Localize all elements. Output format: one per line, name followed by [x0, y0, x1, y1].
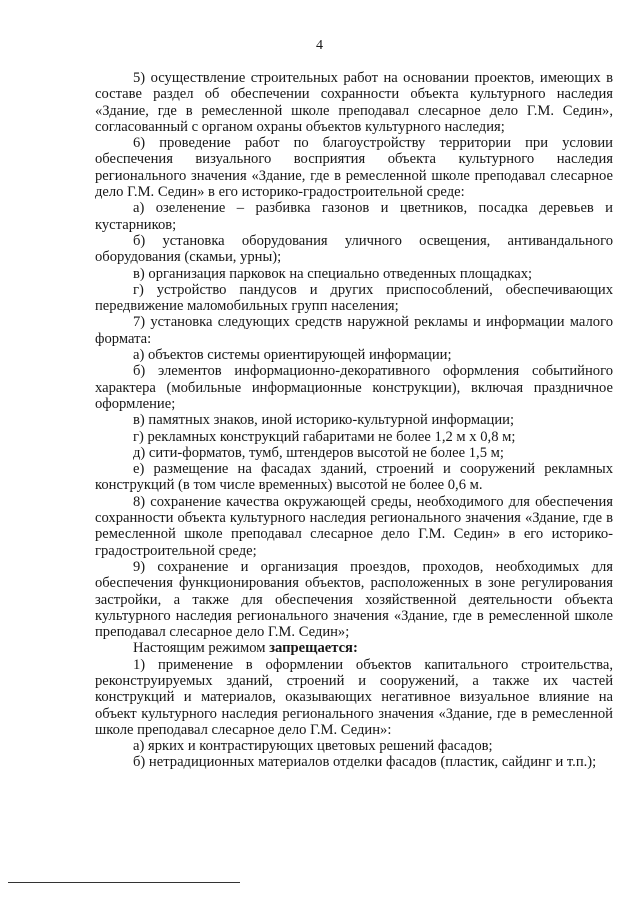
paragraph-item-9: 9) сохранение и организация проездов, проходов, необходимых для обеспечения функционирования объектов, расположенных в зоне регулирования застройки, а также для обеспечения хозяйственной деятельности объекта культурного наследия регионального значения «Здание, где в ремесленной школе преподавал слесарное дело Г.М. Седин»;: [95, 558, 613, 641]
subitem-7g: г) рекламных конструкций габаритами не более 1,2 м х 0,8 м;: [133, 428, 516, 445]
subitem-6a: а) озеленение – разбивка газонов и цветников, посадка деревьев и кустарников;: [95, 200, 613, 233]
paragraph-item-5: 5) осуществление строительных работ на основании проектов, имеющих в составе раздел об обеспечении сохранности объекта культурного наследия «Здание, где в ремесленной школе преподавал слесарное дело Г.М. Седин», согласованный с органом охраны объектов культурного наследия;: [95, 70, 613, 135]
paragraph-item-8: 8) сохранение качества окружающей среды, необходимого для обеспечения сохранности объекта культурного наследия регионального значения «Здание, где в ремесленной школе преподавал слесарное дело Г.М. Седин» в его историко-градостроительной среде;: [95, 493, 613, 559]
regime-prefix: Настоящим режимом: [133, 640, 270, 657]
document-body: [95, 70, 613, 771]
subitem-7v: в) памятных знаков, иной историко-культурной информации;: [133, 412, 515, 429]
footer-divider: [8, 882, 240, 883]
subitem-7d: д) сити-форматов, тумб, штендеров высотой не более 1,5 м;: [133, 444, 504, 461]
prohibited-subitem-a: а) ярких и контрастирующих цветовых решений фасадов;: [133, 738, 493, 755]
subitem-6g: г) устройство пандусов и других приспособлений, обеспечивающих передвижение маломобильных групп населения;: [95, 281, 613, 315]
regime-prohibited-label: запрещается:: [269, 640, 358, 657]
paragraph-item-7: 7) установка следующих средств наружной рекламы и информации малого формата:: [95, 314, 613, 347]
prohibited-item-1: 1) применение в оформлении объектов капитального строительства, реконструируемых зданий, строений и сооружений, а также их частей конструкций и материалов, оказывающих негативное визуальное влияние на объект культурного наследия регионального значения «Здание, где в ремесленной школе преподавал слесарное дело Г.М. Седин»:: [95, 656, 613, 738]
subitem-7b: б) элементов информационно-декоративного оформления событийного характера (мобильные информационные конструкции), включая праздничное оформление;: [95, 363, 613, 412]
subitem-6v: в) организация парковок на специально отведенных площадках;: [133, 265, 533, 282]
paragraph-item-6: 6) проведение работ по благоустройству территории при условии обеспечения визуального восприятия объекта культурного наследия регионального значения «Здание, где в ремесленной школе преподавал слесарное дело Г.М. Седин» в его историко-градостроительной среде:: [95, 135, 613, 201]
subitem-6b: б) установка оборудования уличного освещения, антивандального оборудования (скамьи, урны);: [95, 232, 613, 266]
subitem-7a: а) объектов системы ориентирующей информации;: [133, 347, 452, 364]
regime-heading: [95, 640, 613, 656]
prohibited-subitem-b: б) нетрадиционных материалов отделки фасадов (пластик, сайдинг и т.п.);: [133, 754, 597, 771]
subitem-7e: е) размещение на фасадах зданий, строений и сооружений рекламных конструкций (в том числе временных) высотой не более 0,6 м.: [95, 461, 613, 494]
page-number: 4: [316, 38, 323, 53]
